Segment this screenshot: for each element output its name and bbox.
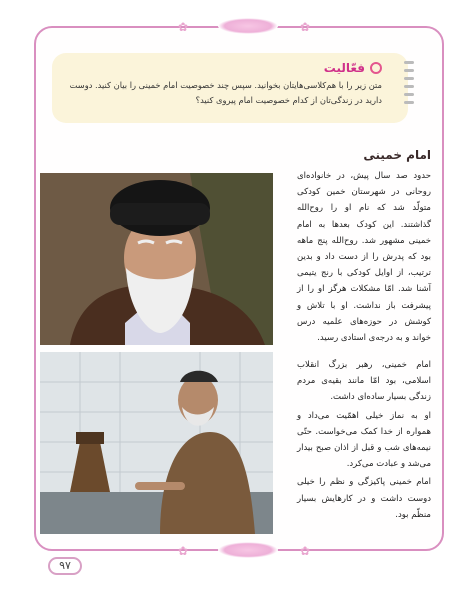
page-number: ۹۷: [48, 557, 82, 575]
notebook-spiral-icon: [400, 61, 414, 117]
ornament-dot: ✿: [300, 20, 311, 34]
ornament-dot: ✿: [300, 544, 311, 558]
text-column-bottom: [297, 357, 431, 525]
activity-title: فعّالیت: [323, 61, 365, 75]
ornament-dot: ✿: [178, 20, 189, 34]
bottom-ornament: [218, 542, 278, 558]
paragraph: او به نماز خیلی اهمّیت می‌داد و همواره از خدا کمک می‌خواست. حتّی نیمه‌های شب و قبل از اذان صبح بیدار می‌شد و عبادت می‌کرد.: [297, 410, 431, 470]
activity-bullet-icon: [370, 62, 382, 74]
paragraph: امام خمینی پاکیزگی و نظم را خیلی دوست داشت و در کارهایش بسیار منظّم بود.: [297, 477, 431, 520]
kitchen-photo: [40, 352, 273, 534]
portrait-illustration: [40, 173, 273, 345]
text-column-top: [297, 168, 431, 348]
activity-heading: [66, 61, 382, 75]
paragraph: امام خمینی، رهبر بزرگ انقلاب اسلامی، بود امّا مانند بقیه‌ی مردم زندگی بسیار ساده‌ای داشت.: [297, 360, 431, 403]
top-ornament: [218, 18, 278, 34]
activity-box: [52, 53, 408, 123]
kitchen-illustration: [40, 352, 273, 534]
activity-text: متن زیر را با هم‌کلاسی‌هایتان بخوانید. سپس چند خصوصیت امام خمینی را بیان کنید. دوست دارید در زندگی‌تان از کدام خصوصیت امام پیروی کنید؟: [69, 80, 382, 105]
portrait-photo: [40, 173, 273, 345]
paragraph: حدود صد سال پیش، در خانواده‌ای روحانی در شهرستان خمین کودکی متولّد شد که نام او را روح‌الله گذاشتند. این کودک بعدها به امام خمینی مشهور شد. روح‌الله پنج ماهه بود که پدرش را از دست داد و بدین ترتیب، از اوایل کودکی با رنج یتیمی آشنا شد. امّا مشکلات هرگز او را از پیشرفت باز نداشت. او با تلاش و کوشش در حوزه‌های علمیه درس خواند و به درجه‌ی استادی رسید.: [297, 171, 431, 344]
ornament-dot: ✿: [178, 544, 189, 558]
section-title: امام خمینی: [363, 148, 431, 162]
